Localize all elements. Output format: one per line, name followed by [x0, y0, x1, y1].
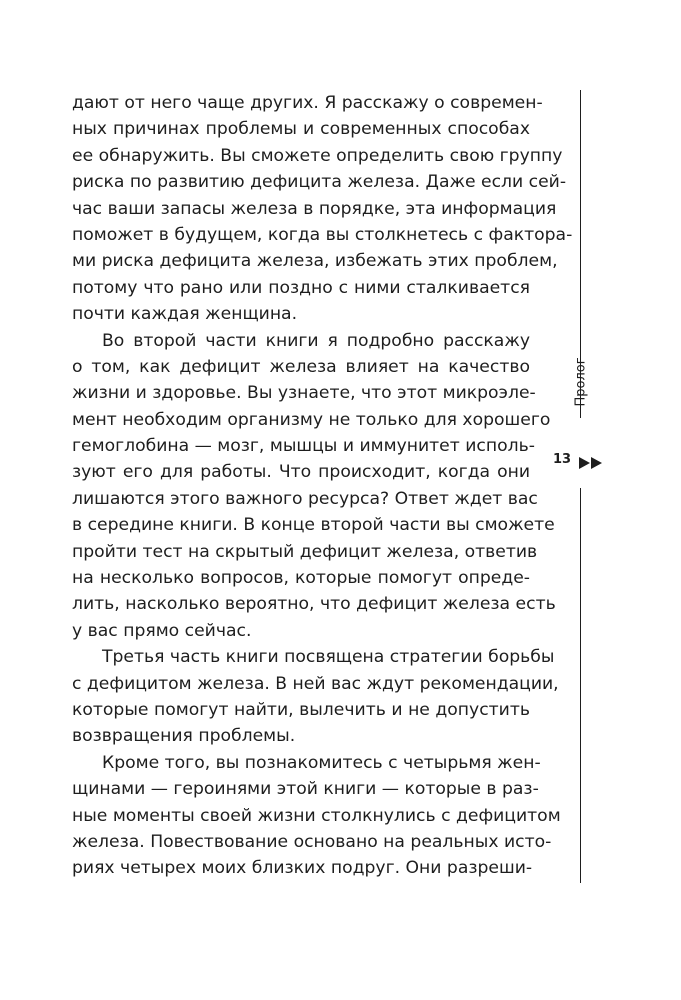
text-line: с дефицитом железа. В ней вас ждут рекомендации, — [72, 673, 559, 694]
text-line: возвращения проблемы. — [72, 726, 296, 747]
text-line: час ваши запасы железа в порядке, эта информация — [72, 198, 557, 219]
text-line: Кроме того, вы познакомитесь с четырьмя жен- — [102, 752, 541, 773]
text-line: жизни и здоровье. Вы узнаете, что этот микроэле- — [72, 383, 536, 404]
section-title: Пролог — [573, 357, 589, 407]
text-line: которые помогут найти, вылечить и не допустить — [72, 699, 530, 720]
text-line: пройти тест на скрытый дефицит железа, ответив — [72, 541, 538, 562]
text-line: в середине книги. В конце второй части вы сможете — [72, 515, 555, 536]
text-line: потому что рано или поздно с ними сталкивается — [72, 277, 530, 298]
margin-rule-bottom — [580, 488, 581, 883]
text-line: мент необходим организму не только для хорошего — [72, 409, 551, 430]
text-line: ее обнаружить. Вы сможете определить свою группу — [72, 145, 563, 166]
text-line: щинами — героинями этой книги — которые в раз- — [72, 779, 539, 800]
page-number: 13 — [553, 452, 572, 467]
text-line: Во второй части книги я подробно расскажу — [102, 330, 530, 351]
text-line: на несколько вопросов, которые помогут опреде- — [72, 568, 530, 589]
text-line: железа. Повествование основано на реальных исто- — [72, 831, 552, 852]
text-line: о том, как дефицит железа влияет на качество — [72, 356, 530, 377]
text-line: дают от него чаще других. Я расскажу о современ- — [72, 93, 543, 113]
text-line: Третья часть книги посвящена стратегии борьбы — [102, 647, 555, 668]
text-line: ных причинах проблемы и современных способах — [72, 119, 530, 140]
text-line: риска по развитию дефицита железа. Даже если сей- — [72, 172, 567, 193]
double-chevron-right-icon — [578, 456, 606, 470]
text-line: зуют его для работы. Что происходит, когда они — [72, 462, 530, 483]
text-line: лить, насколько вероятно, что дефицит железа есть — [72, 594, 556, 615]
text-line: ми риска дефицита железа, избежать этих проблем, — [72, 251, 558, 272]
text-line: лишаются этого важного ресурса? Ответ ждет вас — [72, 488, 538, 509]
running-head — [573, 357, 591, 407]
text-line: ные моменты своей жизни столкнулись с дефицитом — [72, 805, 561, 826]
text-line: риях четырех моих близких подруг. Они разреши- — [72, 858, 533, 879]
text-line: почти каждая женщина. — [72, 304, 298, 325]
text-line: гемоглобина — мозг, мышцы и иммунитет исполь- — [72, 436, 535, 457]
text-line: поможет в будущем, когда вы столкнетесь с фактора- — [72, 224, 573, 245]
text-line: у вас прямо сейчас. — [72, 620, 252, 641]
